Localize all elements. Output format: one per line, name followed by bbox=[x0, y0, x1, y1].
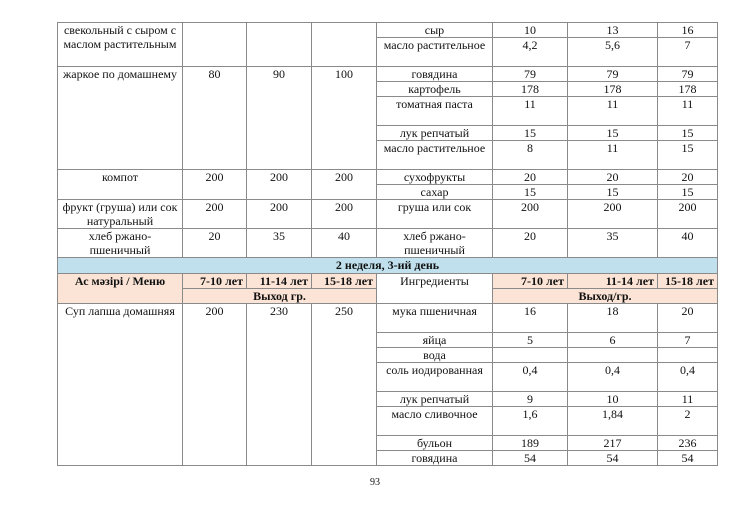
age-header-3: 15-18 лет bbox=[312, 274, 377, 289]
ingredient-amount-1: 8 bbox=[493, 141, 568, 170]
dish-portion-2: 230 bbox=[247, 304, 312, 466]
ingredient-age-header-2: 11-14 лет bbox=[568, 274, 658, 289]
ingredient-amount-3: 11 bbox=[658, 392, 718, 407]
dish-portion-3: 200 bbox=[312, 170, 377, 200]
ingredient-amount-1: 79 bbox=[493, 67, 568, 82]
ingredient-amount-2: 54 bbox=[568, 451, 658, 466]
ingredient-amount-2: 6 bbox=[568, 333, 658, 348]
dish-portion-1: 200 bbox=[183, 304, 247, 466]
ingredient-name: лук репчатый bbox=[377, 126, 493, 141]
dish-portion-3: 200 bbox=[312, 200, 377, 229]
ingredient-amount-3: 40 bbox=[658, 229, 718, 258]
ingredient-amount-3: 16 bbox=[658, 23, 718, 38]
ingredient-amount-1: 0,4 bbox=[493, 363, 568, 392]
ingredient-amount-1: 15 bbox=[493, 126, 568, 141]
ingredient-name: томатная паста bbox=[377, 97, 493, 126]
ingredient-amount-3: 54 bbox=[658, 451, 718, 466]
ingredient-amount-3: 20 bbox=[658, 304, 718, 333]
ingredient-amount-1: 200 bbox=[493, 200, 568, 229]
bottom-rows bbox=[58, 304, 718, 466]
page-number: 93 bbox=[370, 477, 380, 488]
ingredient-age-header-1: 7-10 лет bbox=[493, 274, 568, 289]
ingredient-amount-1: 5 bbox=[493, 333, 568, 348]
ingredient-name: говядина bbox=[377, 451, 493, 466]
ingredient-amount-2: 11 bbox=[568, 141, 658, 170]
ingredient-amount-1: 10 bbox=[493, 23, 568, 38]
ingredient-amount-1: 189 bbox=[493, 436, 568, 451]
ingredient-amount-3: 20 bbox=[658, 170, 718, 185]
ingredient-name: сыр bbox=[377, 23, 493, 38]
ingredient-name: говядина bbox=[377, 67, 493, 82]
ingredient-amount-2: 5,6 bbox=[568, 38, 658, 67]
dish-portion-2: 200 bbox=[247, 170, 312, 200]
ingredient-amount-3: 236 bbox=[658, 436, 718, 451]
output-header-left: Выход гр. bbox=[183, 289, 377, 304]
ingredient-amount-2: 15 bbox=[568, 185, 658, 200]
dish-portion-3: 40 bbox=[312, 229, 377, 258]
ingredient-amount-3: 7 bbox=[658, 333, 718, 348]
dish-name: свекольный с сыром с маслом растительным bbox=[58, 23, 183, 67]
ingredient-amount-1: 15 bbox=[493, 185, 568, 200]
section-title: 2 неделя, 3-ий день bbox=[58, 258, 718, 274]
ingredient-amount-2: 178 bbox=[568, 82, 658, 97]
ingredient-amount-1: 16 bbox=[493, 304, 568, 333]
ingredient-amount-1 bbox=[493, 348, 568, 363]
dish-portion-2: 35 bbox=[247, 229, 312, 258]
ingredient-amount-1: 20 bbox=[493, 170, 568, 185]
dish-portion-2: 90 bbox=[247, 67, 312, 170]
menu-header: Ас мәзірі / Меню bbox=[58, 274, 183, 304]
ingredient-amount-1: 178 bbox=[493, 82, 568, 97]
dish-name: Суп лапша домашняя bbox=[58, 304, 183, 466]
dish-portion-3 bbox=[312, 23, 377, 67]
ingredient-amount-3: 178 bbox=[658, 82, 718, 97]
dish-portion-2: 200 bbox=[247, 200, 312, 229]
ingredient-amount-1: 9 bbox=[493, 392, 568, 407]
ingredient-amount-3: 15 bbox=[658, 141, 718, 170]
dish-portion-1 bbox=[183, 23, 247, 67]
ingredient-amount-3: 0,4 bbox=[658, 363, 718, 392]
ingredient-name: масло сливочное bbox=[377, 407, 493, 436]
ingredient-amount-2: 217 bbox=[568, 436, 658, 451]
dish-name: жаркое по домашнему bbox=[58, 67, 183, 170]
ingredient-name: вода bbox=[377, 348, 493, 363]
ingredient-amount-2: 200 bbox=[568, 200, 658, 229]
ingredient-amount-3: 15 bbox=[658, 126, 718, 141]
ingredient-amount-2: 0,4 bbox=[568, 363, 658, 392]
ingredient-name: масло растительное bbox=[377, 38, 493, 67]
ingredient-amount-3: 200 bbox=[658, 200, 718, 229]
ingredient-name: сахар bbox=[377, 185, 493, 200]
menu-table bbox=[57, 22, 718, 466]
ingredient-age-header-3: 15-18 лет bbox=[658, 274, 718, 289]
table-row bbox=[58, 304, 718, 333]
ingredient-name: лук репчатый bbox=[377, 392, 493, 407]
ingredient-amount-1: 20 bbox=[493, 229, 568, 258]
ingredient-amount-3: 15 bbox=[658, 185, 718, 200]
ingredient-name: яйца bbox=[377, 333, 493, 348]
ingredient-name: бульон bbox=[377, 436, 493, 451]
ingredient-amount-1: 1,6 bbox=[493, 407, 568, 436]
section-header bbox=[58, 258, 718, 304]
ingredient-name: масло растительное bbox=[377, 141, 493, 170]
ingredient-amount-2: 20 bbox=[568, 170, 658, 185]
top-rows bbox=[58, 23, 718, 258]
ingredient-name: картофель bbox=[377, 82, 493, 97]
ingredient-name: груша или сок bbox=[377, 200, 493, 229]
table-row bbox=[58, 229, 718, 258]
ingredient-amount-2: 1,84 bbox=[568, 407, 658, 436]
ingredient-amount-2: 35 bbox=[568, 229, 658, 258]
dish-name: хлеб ржано-пшеничный bbox=[58, 229, 183, 258]
dish-portion-1: 20 bbox=[183, 229, 247, 258]
table-row bbox=[58, 67, 718, 82]
dish-portion-1: 80 bbox=[183, 67, 247, 170]
dish-portion-1: 200 bbox=[183, 200, 247, 229]
age-header-2: 11-14 лет bbox=[247, 274, 312, 289]
ingredient-amount-1: 4,2 bbox=[493, 38, 568, 67]
dish-name: фрукт (груша) или сок натуральный bbox=[58, 200, 183, 229]
dish-portion-3: 100 bbox=[312, 67, 377, 170]
table-row bbox=[58, 23, 718, 38]
ingredient-name: соль иодированная bbox=[377, 363, 493, 392]
ingredient-amount-2: 13 bbox=[568, 23, 658, 38]
age-header-1: 7-10 лет bbox=[183, 274, 247, 289]
ingredient-amount-1: 11 bbox=[493, 97, 568, 126]
ingredient-amount-3: 79 bbox=[658, 67, 718, 82]
dish-portion-3: 250 bbox=[312, 304, 377, 466]
table-row bbox=[58, 170, 718, 185]
dish-name: компот bbox=[58, 170, 183, 200]
ingredient-amount-2: 11 bbox=[568, 97, 658, 126]
ingredient-amount-2: 79 bbox=[568, 67, 658, 82]
ingredient-amount-2: 18 bbox=[568, 304, 658, 333]
ingredient-name: хлеб ржано-пшеничный bbox=[377, 229, 493, 258]
ingredient-amount-1: 54 bbox=[493, 451, 568, 466]
ingredient-amount-3: 2 bbox=[658, 407, 718, 436]
output-header-right: Выход/гр. bbox=[493, 289, 718, 304]
ingredients-header: Ингредиенты bbox=[377, 274, 493, 304]
ingredient-amount-3: 11 bbox=[658, 97, 718, 126]
ingredient-amount-2 bbox=[568, 348, 658, 363]
dish-portion-2 bbox=[247, 23, 312, 67]
ingredient-name: сухофрукты bbox=[377, 170, 493, 185]
dish-portion-1: 200 bbox=[183, 170, 247, 200]
ingredient-name: мука пшеничная bbox=[377, 304, 493, 333]
ingredient-amount-3: 7 bbox=[658, 38, 718, 67]
ingredient-amount-3 bbox=[658, 348, 718, 363]
ingredient-amount-2: 10 bbox=[568, 392, 658, 407]
ingredient-amount-2: 15 bbox=[568, 126, 658, 141]
table-row bbox=[58, 200, 718, 229]
